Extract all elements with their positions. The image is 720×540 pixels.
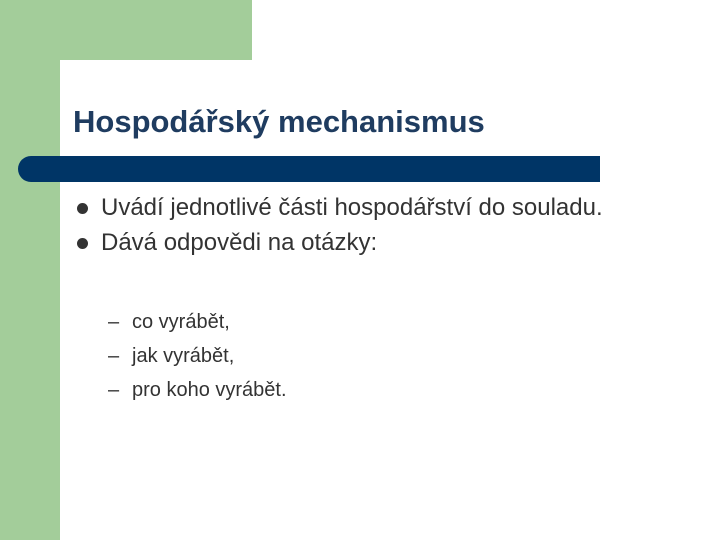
sub-bullet-text: co vyrábět, xyxy=(132,311,230,333)
sub-bullet-item xyxy=(108,305,287,339)
dash-marker: – xyxy=(108,345,120,367)
bullet-icon xyxy=(77,203,88,214)
decorative-band-top xyxy=(0,0,252,60)
bullet-item xyxy=(76,192,636,223)
slide-title: Hospodářský mechanismus xyxy=(73,104,485,139)
sub-bullet-item xyxy=(108,339,287,373)
bullet-text: Dává odpovědi na otázky: xyxy=(101,229,378,256)
dash-marker: – xyxy=(108,311,120,333)
sub-bullet-text: pro koho vyrábět. xyxy=(132,379,287,401)
sub-bullet-item xyxy=(108,373,287,407)
bullet-text: Uvádí jednotlivé části hospodářství do souladu. xyxy=(101,194,603,221)
title-underline-bar xyxy=(18,156,600,182)
decorative-band-left xyxy=(0,0,60,540)
bullet-icon xyxy=(77,238,88,249)
bullet-item xyxy=(76,227,636,258)
sub-bullet-list xyxy=(108,305,287,407)
sub-bullet-text: jak vyrábět, xyxy=(132,345,235,367)
dash-marker: – xyxy=(108,379,120,401)
bullet-list xyxy=(76,192,636,262)
